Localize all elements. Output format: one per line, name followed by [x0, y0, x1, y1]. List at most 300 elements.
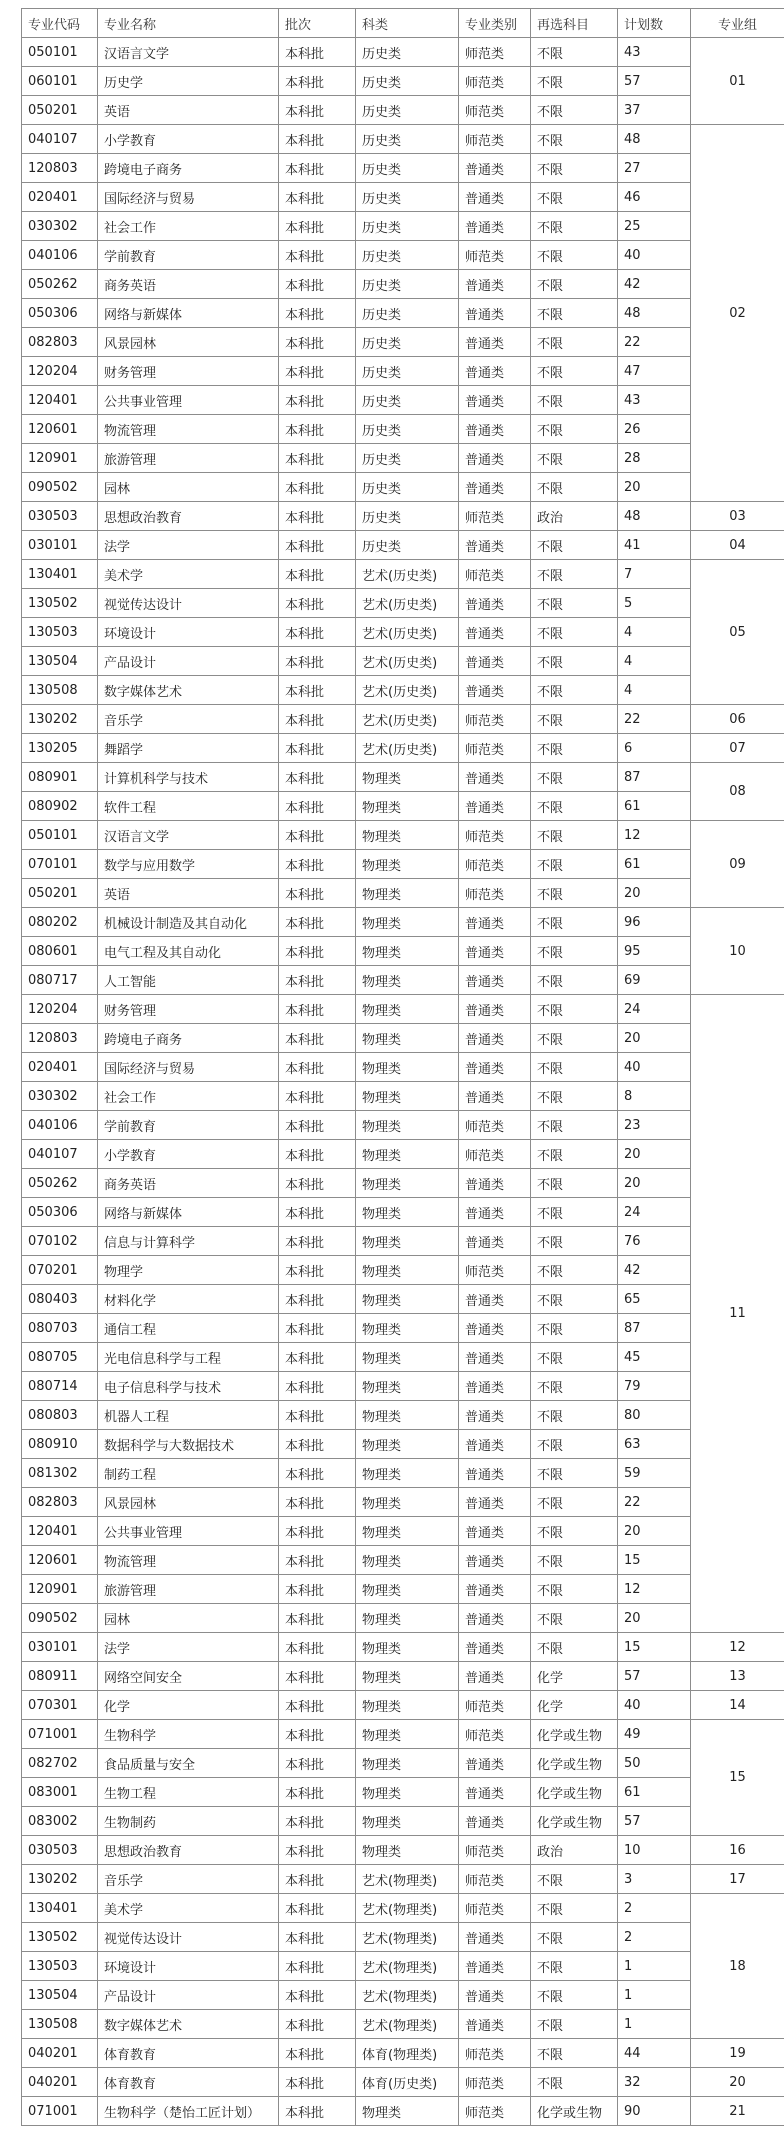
table-row — [22, 1836, 784, 1865]
cell-subject: 不限 — [531, 1140, 618, 1169]
cell-subject: 不限 — [531, 676, 618, 705]
cell-subject: 不限 — [531, 1314, 618, 1343]
cell-type: 普通类 — [459, 1430, 531, 1459]
cell-batch: 本科批 — [279, 2010, 356, 2039]
cell-code: 090502 — [22, 1604, 98, 1633]
cell-code: 070102 — [22, 1227, 98, 1256]
cell-plan: 61 — [618, 792, 691, 821]
cell-plan: 46 — [618, 183, 691, 212]
cell-plan: 20 — [618, 473, 691, 502]
cell-name: 物理学 — [98, 1256, 279, 1285]
table-row — [22, 1952, 784, 1981]
cell-type: 普通类 — [459, 1401, 531, 1430]
cell-batch: 本科批 — [279, 647, 356, 676]
cell-category: 体育(物理类) — [356, 2039, 459, 2068]
cell-category: 艺术(历史类) — [356, 560, 459, 589]
cell-name: 计算机科学与技术 — [98, 763, 279, 792]
cell-subject: 不限 — [531, 995, 618, 1024]
cell-type: 普通类 — [459, 966, 531, 995]
cell-plan: 20 — [618, 1517, 691, 1546]
cell-subject: 不限 — [531, 1285, 618, 1314]
cell-name: 环境设计 — [98, 1952, 279, 1981]
cell-type: 普通类 — [459, 1981, 531, 2010]
cell-plan: 50 — [618, 1749, 691, 1778]
cell-category: 艺术(物理类) — [356, 1894, 459, 1923]
cell-type: 普通类 — [459, 995, 531, 1024]
cell-subject: 不限 — [531, 1923, 618, 1952]
cell-subject: 不限 — [531, 270, 618, 299]
cell-group: 13 — [691, 1662, 784, 1691]
header-name: 专业名称 — [98, 9, 279, 38]
cell-batch: 本科批 — [279, 2039, 356, 2068]
cell-type: 师范类 — [459, 502, 531, 531]
cell-batch: 本科批 — [279, 473, 356, 502]
cell-code: 030503 — [22, 1836, 98, 1865]
cell-subject: 不限 — [531, 125, 618, 154]
cell-batch: 本科批 — [279, 96, 356, 125]
cell-batch: 本科批 — [279, 1111, 356, 1140]
cell-name: 数学与应用数学 — [98, 850, 279, 879]
table-row — [22, 821, 784, 850]
cell-type: 师范类 — [459, 705, 531, 734]
cell-subject: 不限 — [531, 705, 618, 734]
cell-code: 120401 — [22, 386, 98, 415]
cell-category: 艺术(历史类) — [356, 618, 459, 647]
cell-code: 080901 — [22, 763, 98, 792]
cell-code: 070201 — [22, 1256, 98, 1285]
table-row — [22, 879, 784, 908]
cell-type: 师范类 — [459, 1111, 531, 1140]
cell-batch: 本科批 — [279, 38, 356, 67]
cell-code: 060101 — [22, 67, 98, 96]
cell-subject: 不限 — [531, 1169, 618, 1198]
cell-batch: 本科批 — [279, 1169, 356, 1198]
cell-group: 01 — [691, 38, 784, 125]
cell-type: 普通类 — [459, 299, 531, 328]
cell-category: 物理类 — [356, 1169, 459, 1198]
table-row — [22, 792, 784, 821]
cell-subject: 不限 — [531, 560, 618, 589]
cell-category: 物理类 — [356, 1691, 459, 1720]
table-row — [22, 1488, 784, 1517]
cell-category: 历史类 — [356, 67, 459, 96]
cell-batch: 本科批 — [279, 125, 356, 154]
cell-code: 030302 — [22, 212, 98, 241]
cell-subject: 化学或生物 — [531, 1720, 618, 1749]
cell-category: 物理类 — [356, 1633, 459, 1662]
cell-plan: 95 — [618, 937, 691, 966]
cell-batch: 本科批 — [279, 1198, 356, 1227]
cell-category: 历史类 — [356, 212, 459, 241]
cell-code: 050306 — [22, 299, 98, 328]
cell-subject: 不限 — [531, 67, 618, 96]
cell-batch: 本科批 — [279, 299, 356, 328]
cell-code: 130504 — [22, 647, 98, 676]
cell-name: 光电信息科学与工程 — [98, 1343, 279, 1372]
cell-type: 普通类 — [459, 1546, 531, 1575]
cell-name: 化学 — [98, 1691, 279, 1720]
cell-subject: 不限 — [531, 531, 618, 560]
cell-name: 美术学 — [98, 1894, 279, 1923]
cell-batch: 本科批 — [279, 821, 356, 850]
cell-subject: 不限 — [531, 908, 618, 937]
cell-name: 思想政治教育 — [98, 502, 279, 531]
cell-plan: 2 — [618, 1923, 691, 1952]
cell-type: 普通类 — [459, 1343, 531, 1372]
table-row — [22, 1198, 784, 1227]
table-row — [22, 1314, 784, 1343]
cell-category: 艺术(历史类) — [356, 676, 459, 705]
cell-subject: 不限 — [531, 792, 618, 821]
cell-category: 历史类 — [356, 386, 459, 415]
table-row — [22, 1024, 784, 1053]
cell-code: 120901 — [22, 444, 98, 473]
cell-category: 物理类 — [356, 1546, 459, 1575]
cell-code: 130202 — [22, 705, 98, 734]
cell-type: 普通类 — [459, 1778, 531, 1807]
cell-category: 历史类 — [356, 270, 459, 299]
cell-name: 旅游管理 — [98, 1575, 279, 1604]
cell-batch: 本科批 — [279, 2097, 356, 2126]
cell-category: 历史类 — [356, 183, 459, 212]
cell-name: 产品设计 — [98, 1981, 279, 2010]
cell-name: 法学 — [98, 531, 279, 560]
cell-code: 080403 — [22, 1285, 98, 1314]
table-row — [22, 1865, 784, 1894]
cell-name: 学前教育 — [98, 241, 279, 270]
cell-plan: 32 — [618, 2068, 691, 2097]
table-row — [22, 1720, 784, 1749]
cell-name: 法学 — [98, 1633, 279, 1662]
cell-type: 普通类 — [459, 2010, 531, 2039]
cell-subject: 不限 — [531, 1459, 618, 1488]
cell-code: 070301 — [22, 1691, 98, 1720]
cell-subject: 不限 — [531, 1952, 618, 1981]
cell-category: 物理类 — [356, 879, 459, 908]
table-row — [22, 357, 784, 386]
cell-name: 汉语言文学 — [98, 38, 279, 67]
cell-plan: 3 — [618, 1865, 691, 1894]
cell-category: 物理类 — [356, 850, 459, 879]
cell-plan: 27 — [618, 154, 691, 183]
header-group: 专业组 — [691, 9, 784, 38]
cell-name: 通信工程 — [98, 1314, 279, 1343]
cell-name: 食品质量与安全 — [98, 1749, 279, 1778]
cell-type: 师范类 — [459, 2097, 531, 2126]
cell-category: 艺术(物理类) — [356, 1865, 459, 1894]
cell-code: 130202 — [22, 1865, 98, 1894]
cell-category: 物理类 — [356, 1575, 459, 1604]
cell-plan: 63 — [618, 1430, 691, 1459]
admission-plan-table-container — [21, 8, 784, 2126]
table-row — [22, 1546, 784, 1575]
cell-code: 040107 — [22, 1140, 98, 1169]
cell-batch: 本科批 — [279, 1053, 356, 1082]
cell-category: 艺术(历史类) — [356, 589, 459, 618]
cell-code: 083001 — [22, 1778, 98, 1807]
cell-subject: 政治 — [531, 502, 618, 531]
cell-category: 艺术(历史类) — [356, 734, 459, 763]
cell-name: 网络与新媒体 — [98, 1198, 279, 1227]
cell-type: 普通类 — [459, 647, 531, 676]
cell-category: 艺术(历史类) — [356, 647, 459, 676]
cell-name: 机器人工程 — [98, 1401, 279, 1430]
cell-type: 师范类 — [459, 241, 531, 270]
cell-batch: 本科批 — [279, 386, 356, 415]
cell-plan: 12 — [618, 821, 691, 850]
cell-category: 物理类 — [356, 1140, 459, 1169]
table-row — [22, 705, 784, 734]
cell-type: 师范类 — [459, 821, 531, 850]
cell-name: 汉语言文学 — [98, 821, 279, 850]
cell-type: 普通类 — [459, 531, 531, 560]
cell-plan: 90 — [618, 2097, 691, 2126]
cell-type: 普通类 — [459, 415, 531, 444]
cell-subject: 不限 — [531, 2039, 618, 2068]
cell-plan: 42 — [618, 270, 691, 299]
cell-plan: 41 — [618, 531, 691, 560]
cell-category: 历史类 — [356, 299, 459, 328]
cell-code: 130401 — [22, 560, 98, 589]
cell-batch: 本科批 — [279, 908, 356, 937]
cell-name: 英语 — [98, 879, 279, 908]
cell-name: 音乐学 — [98, 705, 279, 734]
cell-plan: 24 — [618, 995, 691, 1024]
cell-category: 历史类 — [356, 415, 459, 444]
cell-subject: 不限 — [531, 850, 618, 879]
cell-type: 普通类 — [459, 386, 531, 415]
cell-group: 06 — [691, 705, 784, 734]
cell-subject: 不限 — [531, 647, 618, 676]
table-row — [22, 1807, 784, 1836]
cell-code: 040107 — [22, 125, 98, 154]
cell-name: 视觉传达设计 — [98, 1923, 279, 1952]
cell-batch: 本科批 — [279, 850, 356, 879]
cell-subject: 不限 — [531, 1256, 618, 1285]
cell-name: 跨境电子商务 — [98, 154, 279, 183]
cell-name: 旅游管理 — [98, 444, 279, 473]
cell-subject: 不限 — [531, 1082, 618, 1111]
cell-name: 公共事业管理 — [98, 1517, 279, 1546]
header-batch: 批次 — [279, 9, 356, 38]
cell-type: 普通类 — [459, 618, 531, 647]
table-row — [22, 1372, 784, 1401]
cell-category: 物理类 — [356, 1401, 459, 1430]
cell-code: 081302 — [22, 1459, 98, 1488]
cell-type: 普通类 — [459, 357, 531, 386]
cell-batch: 本科批 — [279, 1372, 356, 1401]
cell-batch: 本科批 — [279, 270, 356, 299]
cell-name: 网络与新媒体 — [98, 299, 279, 328]
cell-group: 15 — [691, 1720, 784, 1836]
cell-category: 历史类 — [356, 125, 459, 154]
cell-name: 社会工作 — [98, 1082, 279, 1111]
table-row — [22, 1981, 784, 2010]
cell-type: 师范类 — [459, 1720, 531, 1749]
cell-name: 数据科学与大数据技术 — [98, 1430, 279, 1459]
cell-plan: 43 — [618, 386, 691, 415]
cell-name: 英语 — [98, 96, 279, 125]
cell-category: 物理类 — [356, 1314, 459, 1343]
cell-type: 普通类 — [459, 212, 531, 241]
cell-category: 历史类 — [356, 502, 459, 531]
cell-code: 130503 — [22, 1952, 98, 1981]
cell-category: 历史类 — [356, 328, 459, 357]
cell-code: 030503 — [22, 502, 98, 531]
cell-code: 080202 — [22, 908, 98, 937]
cell-subject: 不限 — [531, 821, 618, 850]
cell-plan: 40 — [618, 1053, 691, 1082]
cell-code: 080703 — [22, 1314, 98, 1343]
cell-subject: 不限 — [531, 357, 618, 386]
cell-name: 产品设计 — [98, 647, 279, 676]
cell-batch: 本科批 — [279, 705, 356, 734]
cell-batch: 本科批 — [279, 357, 356, 386]
cell-category: 艺术(历史类) — [356, 705, 459, 734]
cell-subject: 不限 — [531, 1430, 618, 1459]
cell-batch: 本科批 — [279, 1459, 356, 1488]
cell-subject: 不限 — [531, 1024, 618, 1053]
cell-subject: 不限 — [531, 1401, 618, 1430]
cell-group: 08 — [691, 763, 784, 821]
table-row — [22, 2010, 784, 2039]
cell-type: 普通类 — [459, 1662, 531, 1691]
cell-category: 物理类 — [356, 908, 459, 937]
cell-type: 普通类 — [459, 1053, 531, 1082]
cell-category: 历史类 — [356, 357, 459, 386]
cell-name: 数字媒体艺术 — [98, 2010, 279, 2039]
cell-batch: 本科批 — [279, 1343, 356, 1372]
cell-name: 物流管理 — [98, 1546, 279, 1575]
cell-subject: 不限 — [531, 212, 618, 241]
cell-category: 物理类 — [356, 1082, 459, 1111]
table-row — [22, 2039, 784, 2068]
cell-plan: 2 — [618, 1894, 691, 1923]
cell-name: 生物科学 — [98, 1720, 279, 1749]
cell-plan: 4 — [618, 676, 691, 705]
cell-code: 082702 — [22, 1749, 98, 1778]
cell-batch: 本科批 — [279, 1662, 356, 1691]
cell-code: 130508 — [22, 676, 98, 705]
cell-name: 视觉传达设计 — [98, 589, 279, 618]
table-row — [22, 415, 784, 444]
table-row — [22, 676, 784, 705]
cell-type: 普通类 — [459, 1082, 531, 1111]
cell-name: 园林 — [98, 473, 279, 502]
cell-subject: 不限 — [531, 2010, 618, 2039]
table-row — [22, 1256, 784, 1285]
table-row — [22, 1778, 784, 1807]
cell-plan: 40 — [618, 1691, 691, 1720]
cell-category: 物理类 — [356, 1256, 459, 1285]
cell-type: 普通类 — [459, 589, 531, 618]
cell-plan: 23 — [618, 1111, 691, 1140]
cell-category: 物理类 — [356, 1459, 459, 1488]
header-plan: 计划数 — [618, 9, 691, 38]
cell-subject: 不限 — [531, 1981, 618, 2010]
cell-type: 普通类 — [459, 937, 531, 966]
cell-batch: 本科批 — [279, 1227, 356, 1256]
cell-subject: 化学或生物 — [531, 1749, 618, 1778]
cell-type: 师范类 — [459, 2068, 531, 2097]
cell-name: 人工智能 — [98, 966, 279, 995]
cell-batch: 本科批 — [279, 1865, 356, 1894]
cell-batch: 本科批 — [279, 1517, 356, 1546]
cell-plan: 79 — [618, 1372, 691, 1401]
cell-plan: 49 — [618, 1720, 691, 1749]
cell-code: 040106 — [22, 241, 98, 270]
cell-type: 普通类 — [459, 1807, 531, 1836]
table-row — [22, 850, 784, 879]
cell-group: 20 — [691, 2068, 784, 2097]
table-row — [22, 647, 784, 676]
cell-name: 跨境电子商务 — [98, 1024, 279, 1053]
cell-category: 艺术(物理类) — [356, 1952, 459, 1981]
table-row — [22, 386, 784, 415]
cell-code: 020401 — [22, 1053, 98, 1082]
cell-batch: 本科批 — [279, 1981, 356, 2010]
cell-plan: 80 — [618, 1401, 691, 1430]
cell-code: 071001 — [22, 1720, 98, 1749]
cell-batch: 本科批 — [279, 618, 356, 647]
table-row — [22, 560, 784, 589]
cell-name: 商务英语 — [98, 1169, 279, 1198]
cell-code: 040201 — [22, 2068, 98, 2097]
cell-group: 16 — [691, 1836, 784, 1865]
cell-subject: 不限 — [531, 1604, 618, 1633]
cell-name: 信息与计算科学 — [98, 1227, 279, 1256]
cell-code: 050201 — [22, 96, 98, 125]
cell-batch: 本科批 — [279, 1575, 356, 1604]
cell-category: 物理类 — [356, 995, 459, 1024]
cell-batch: 本科批 — [279, 1691, 356, 1720]
cell-subject: 不限 — [531, 444, 618, 473]
cell-type: 师范类 — [459, 879, 531, 908]
cell-category: 物理类 — [356, 1053, 459, 1082]
cell-type: 普通类 — [459, 1169, 531, 1198]
cell-category: 物理类 — [356, 1111, 459, 1140]
cell-batch: 本科批 — [279, 1807, 356, 1836]
cell-type: 师范类 — [459, 1140, 531, 1169]
cell-name: 环境设计 — [98, 618, 279, 647]
cell-type: 普通类 — [459, 270, 531, 299]
cell-type: 师范类 — [459, 1865, 531, 1894]
cell-plan: 20 — [618, 1024, 691, 1053]
cell-plan: 22 — [618, 1488, 691, 1517]
cell-type: 普通类 — [459, 792, 531, 821]
cell-type: 普通类 — [459, 328, 531, 357]
table-row — [22, 125, 784, 154]
cell-subject: 不限 — [531, 415, 618, 444]
table-row — [22, 1604, 784, 1633]
table-row — [22, 1459, 784, 1488]
table-row — [22, 38, 784, 67]
cell-type: 师范类 — [459, 67, 531, 96]
cell-code: 040106 — [22, 1111, 98, 1140]
cell-plan: 15 — [618, 1546, 691, 1575]
cell-plan: 26 — [618, 415, 691, 444]
cell-batch: 本科批 — [279, 1720, 356, 1749]
cell-code: 120601 — [22, 1546, 98, 1575]
cell-category: 物理类 — [356, 1488, 459, 1517]
cell-plan: 12 — [618, 1575, 691, 1604]
header-subject: 再选科目 — [531, 9, 618, 38]
cell-type: 师范类 — [459, 850, 531, 879]
cell-name: 制药工程 — [98, 1459, 279, 1488]
cell-code: 120901 — [22, 1575, 98, 1604]
cell-category: 物理类 — [356, 1430, 459, 1459]
table-header-row — [22, 9, 784, 38]
